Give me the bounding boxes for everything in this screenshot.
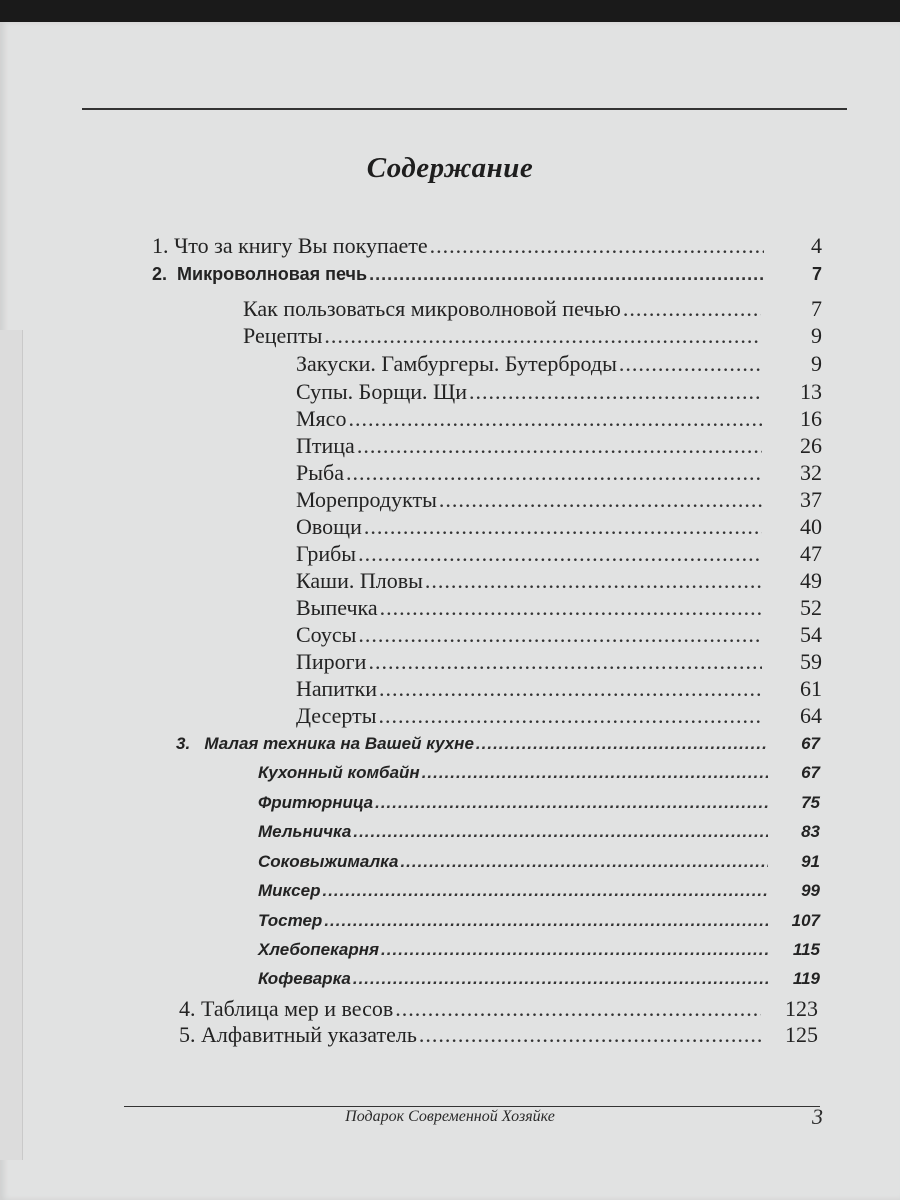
- toc-entry: [296, 622, 762, 648]
- toc-entry-page: 16: [800, 406, 822, 431]
- toc-entry-label: Тостер: [258, 911, 323, 930]
- toc-entry: [296, 351, 762, 377]
- toc-entry: [179, 1022, 761, 1048]
- toc-entry-page: 61: [800, 676, 822, 701]
- toc-entry-label: Хлебопекарня: [258, 940, 380, 959]
- toc-entry-label: Мельничка: [258, 822, 352, 841]
- running-footer-title: Подарок Современной Хозяйке: [345, 1108, 555, 1125]
- leader-dots: [380, 595, 762, 621]
- toc-entry: [176, 734, 768, 754]
- toc-entry: [296, 487, 762, 513]
- toc-entry-page: 52: [800, 595, 822, 620]
- toc-entry-label: Супы. Борщи. Щи: [296, 379, 467, 404]
- toc-entry-page: 107: [791, 911, 820, 930]
- toc-entry-page: 75: [801, 793, 820, 812]
- toc-entry: [258, 911, 768, 931]
- toc-entry-label: Алфавитный указатель: [201, 1022, 417, 1047]
- toc-entry: [243, 296, 761, 322]
- leader-dots: [469, 379, 762, 405]
- toc-entry-label: Птица: [296, 433, 355, 458]
- toc-entry: [296, 514, 762, 540]
- toc-entry-label: Микроволновая печь: [177, 264, 368, 284]
- toc-entry-page: 40: [800, 514, 822, 539]
- toc-entry: [296, 379, 762, 405]
- toc-entry-page: 123: [785, 996, 818, 1021]
- leader-dots: [430, 233, 764, 259]
- toc-entry-label: Как пользоваться микроволновой печью: [243, 296, 621, 321]
- toc-entry-label: Миксер: [258, 881, 321, 900]
- toc-entry-page: 4: [811, 233, 822, 258]
- toc-entry-label: Соковыжималка: [258, 852, 399, 871]
- toc-entry: [243, 323, 761, 349]
- toc-entry-label: Десерты: [296, 703, 377, 728]
- toc-entry-page: 99: [801, 881, 820, 900]
- leader-dots: [379, 703, 763, 729]
- toc-entry-label: Соусы: [296, 622, 357, 647]
- leader-dots: [322, 881, 768, 901]
- toc-entry: [258, 940, 768, 960]
- toc-entry-label: Морепродукты: [296, 487, 437, 512]
- toc-entry: [296, 649, 762, 675]
- toc-entry: [258, 881, 768, 901]
- toc-entry: [258, 793, 768, 813]
- toc-entry-page: 115: [792, 940, 820, 959]
- toc-entry-number: 4.: [179, 996, 196, 1021]
- toc-entry-page: 91: [801, 852, 820, 871]
- toc-entry: [296, 703, 762, 729]
- leader-dots: [379, 676, 762, 702]
- toc-entry-label: Выпечка: [296, 595, 378, 620]
- toc-entry-page: 26: [800, 433, 822, 458]
- toc-entry-page: 32: [800, 460, 822, 485]
- toc-entry-label: Кухонный комбайн: [258, 763, 420, 782]
- toc-entry-label: Таблица мер и весов: [201, 996, 394, 1021]
- toc-entry: [179, 996, 761, 1022]
- leader-dots: [348, 406, 762, 432]
- toc-entry-label: Малая техника на Вашей кухне: [204, 734, 474, 753]
- toc-entry: [258, 763, 768, 783]
- toc-entry-page: 9: [811, 351, 822, 376]
- toc-entry-label: Рыба: [296, 460, 344, 485]
- toc-entry-page: 9: [811, 323, 822, 348]
- leader-dots: [381, 940, 768, 960]
- leader-dots: [419, 1022, 761, 1048]
- toc-entry-label: Грибы: [296, 541, 357, 566]
- toc-entry-page: 49: [800, 568, 822, 593]
- leader-dots: [346, 460, 762, 486]
- leader-dots: [439, 487, 762, 513]
- leader-dots: [324, 911, 768, 931]
- leader-dots: [422, 763, 768, 783]
- leader-dots: [425, 568, 762, 594]
- leader-dots: [619, 351, 762, 377]
- leader-dots: [358, 541, 762, 567]
- toc-entry-page: 83: [801, 822, 820, 841]
- toc-entry-label: Рецепты: [243, 323, 323, 348]
- toc-entry-page: 37: [800, 487, 822, 512]
- leader-dots: [358, 622, 762, 648]
- leader-dots: [369, 264, 764, 285]
- toc-entry: [296, 595, 762, 621]
- toc-entry-page: 125: [785, 1022, 818, 1047]
- toc-entry: [152, 264, 764, 285]
- toc-entry-page: 67: [801, 763, 820, 782]
- toc-entry: [258, 822, 768, 842]
- toc-entry-page: 47: [800, 541, 822, 566]
- leader-dots: [357, 433, 762, 459]
- bottom-rule: [124, 1106, 820, 1107]
- toc-entry-page: 59: [800, 649, 822, 674]
- toc-entry-label: Овощи: [296, 514, 362, 539]
- toc-entry: [296, 568, 762, 594]
- leader-dots: [324, 323, 761, 349]
- page-number: 3: [812, 1104, 823, 1129]
- toc-entry: [296, 433, 762, 459]
- toc-entry-label: Напитки: [296, 676, 377, 701]
- toc-entry-page: 13: [800, 379, 822, 404]
- leader-dots: [364, 514, 762, 540]
- toc-entry: [258, 852, 768, 872]
- toc-entry-label: Мясо: [296, 406, 347, 431]
- page-title: Содержание: [366, 152, 534, 184]
- toc-entry-label: Каши. Пловы: [296, 568, 423, 593]
- toc-entry-number: 2.: [152, 264, 168, 284]
- leader-dots: [476, 734, 768, 754]
- toc-entry-page: 7: [811, 264, 822, 284]
- toc-entry: [152, 233, 764, 259]
- leader-dots: [353, 822, 768, 842]
- toc-entry-label: Что за книгу Вы покупаете: [174, 233, 428, 258]
- toc-entry-page: 54: [800, 622, 822, 647]
- leader-dots: [623, 296, 761, 322]
- toc-entry-page: 7: [811, 296, 822, 321]
- toc-entry-page: 64: [800, 703, 822, 728]
- toc-entry-label: Пироги: [296, 649, 367, 674]
- toc-entry: [258, 969, 768, 989]
- toc-entry-label: Кофеварка: [258, 969, 351, 988]
- toc-entry-number: 3.: [176, 734, 191, 753]
- toc-entry-label: Фритюрница: [258, 793, 374, 812]
- leader-dots: [375, 793, 768, 813]
- toc-entry-page: 67: [801, 734, 820, 753]
- toc-entry: [296, 406, 762, 432]
- leader-dots: [395, 996, 761, 1022]
- leader-dots: [368, 649, 762, 675]
- leader-dots: [400, 852, 768, 872]
- toc-entry-page: 119: [792, 969, 820, 988]
- toc-entry: [296, 676, 762, 702]
- toc-entry-number: 5.: [179, 1022, 196, 1047]
- toc-entry-label: Закуски. Гамбургеры. Бутерброды: [296, 351, 617, 376]
- toc-entry-number: 1.: [152, 233, 169, 258]
- leader-dots: [353, 969, 768, 989]
- toc-entry: [296, 460, 762, 486]
- toc-entry: [296, 541, 762, 567]
